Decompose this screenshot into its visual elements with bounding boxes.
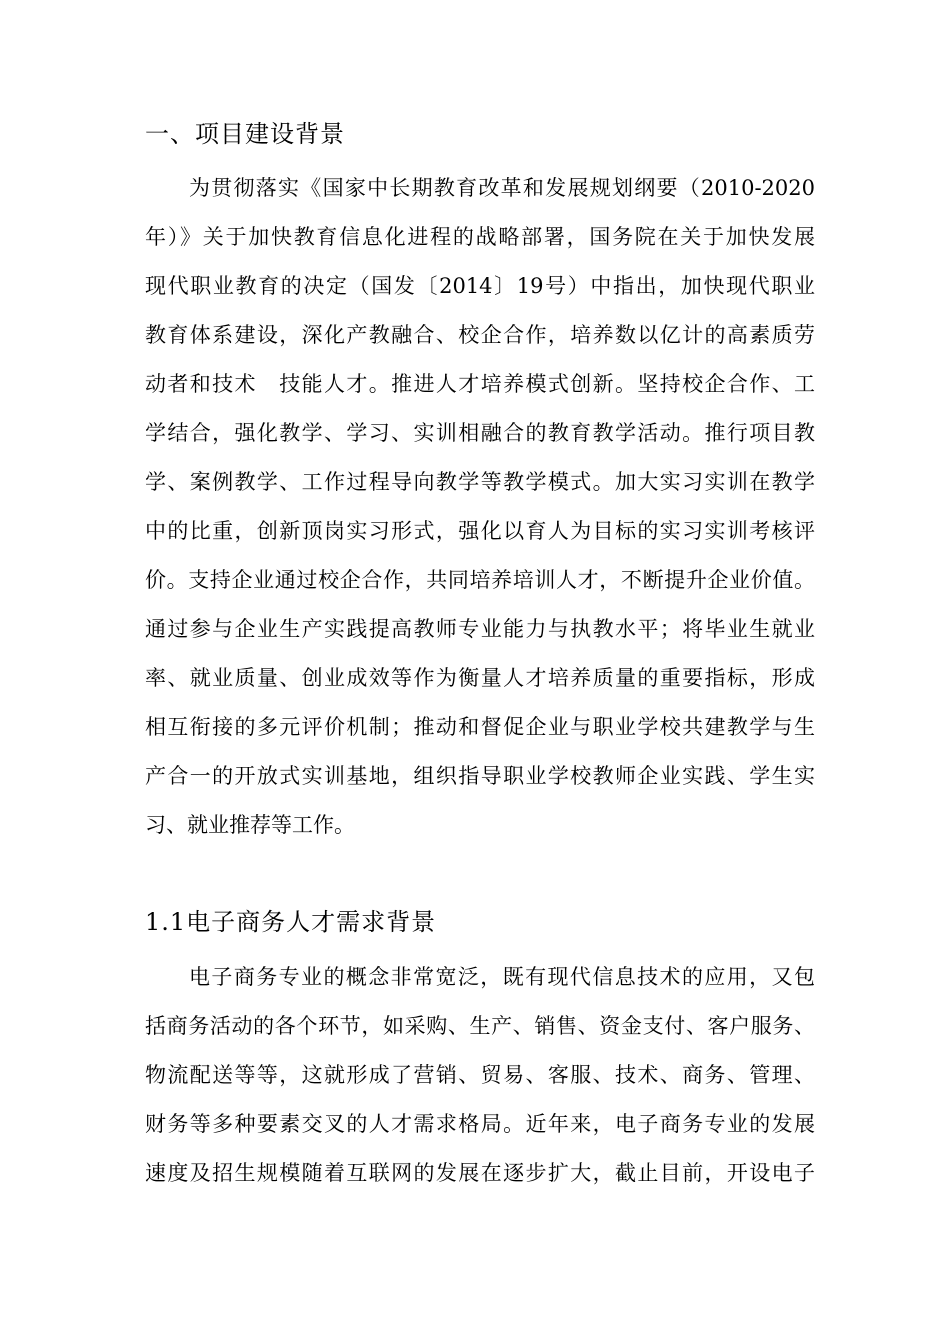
paragraph-line: 为贯彻落实《国家中长期教育改革和发展规划纲要（2010-2020 [189,176,815,200]
paragraph-line: 习、就业推荐等工作。 [145,813,355,837]
paragraph-line: 学、案例教学、工作过程导向教学等教学模式。加大实习实训在教学 [145,470,815,494]
paragraph-line: 电子商务专业的概念非常宽泛，既有现代信息技术的应用，又包 [189,965,815,989]
paragraph-line: 学结合，强化教学、学习、实训相融合的教育教学活动。推行项目教 [145,421,815,445]
section-heading: 一、项目建设背景 [145,120,345,148]
paragraph-line: 年）》关于加快教育信息化进程的战略部署，国务院在关于加快发展 [145,225,815,249]
paragraph-line: 速度及招生规模随着互联网的发展在逐步扩大，截止目前，开设电子 [145,1161,815,1185]
paragraph-line: 通过参与企业生产实践提高教师专业能力与执教水平；将毕业生就业 [145,617,815,641]
paragraph-line: 现代职业教育的决定（国发〔2014〕19号）中指出，加快现代职业 [145,274,815,298]
paragraph-line: 率、就业质量、创业成效等作为衡量人才培养质量的重要指标，形成 [145,666,815,690]
paragraph-line: 括商务活动的各个环节，如采购、生产、销售、资金支付、客户服务、 [145,1014,815,1038]
paragraph-background [145,164,815,850]
paragraph-line: 价。支持企业通过校企合作，共同培养培训人才，不断提升企业价值。 [145,568,815,592]
paragraph-line: 相互衔接的多元评价机制；推动和督促企业与职业学校共建教学与生 [145,715,815,739]
paragraph-line: 动者和技术 技能人才。推进人才培养模式创新。坚持校企合作、工 [145,372,815,396]
paragraph-line: 财务等多种要素交叉的人才需求格局。近年来，电子商务专业的发展 [145,1112,815,1136]
paragraph-line: 教育体系建设，深化产教融合、校企合作，培养数以亿计的高素质劳 [145,323,815,347]
paragraph-line: 中的比重，创新顶岗实习形式，强化以育人为目标的实习实训考核评 [145,519,815,543]
paragraph-line: 物流配送等等，这就形成了营销、贸易、客服、技术、商务、管理、 [145,1063,815,1087]
subsection-heading: 1.1电子商务人才需求背景 [145,908,437,936]
paragraph-line: 产合一的开放式实训基地，组织指导职业学校教师企业实践、学生实 [145,764,815,788]
paragraph-ecommerce [145,953,815,1198]
